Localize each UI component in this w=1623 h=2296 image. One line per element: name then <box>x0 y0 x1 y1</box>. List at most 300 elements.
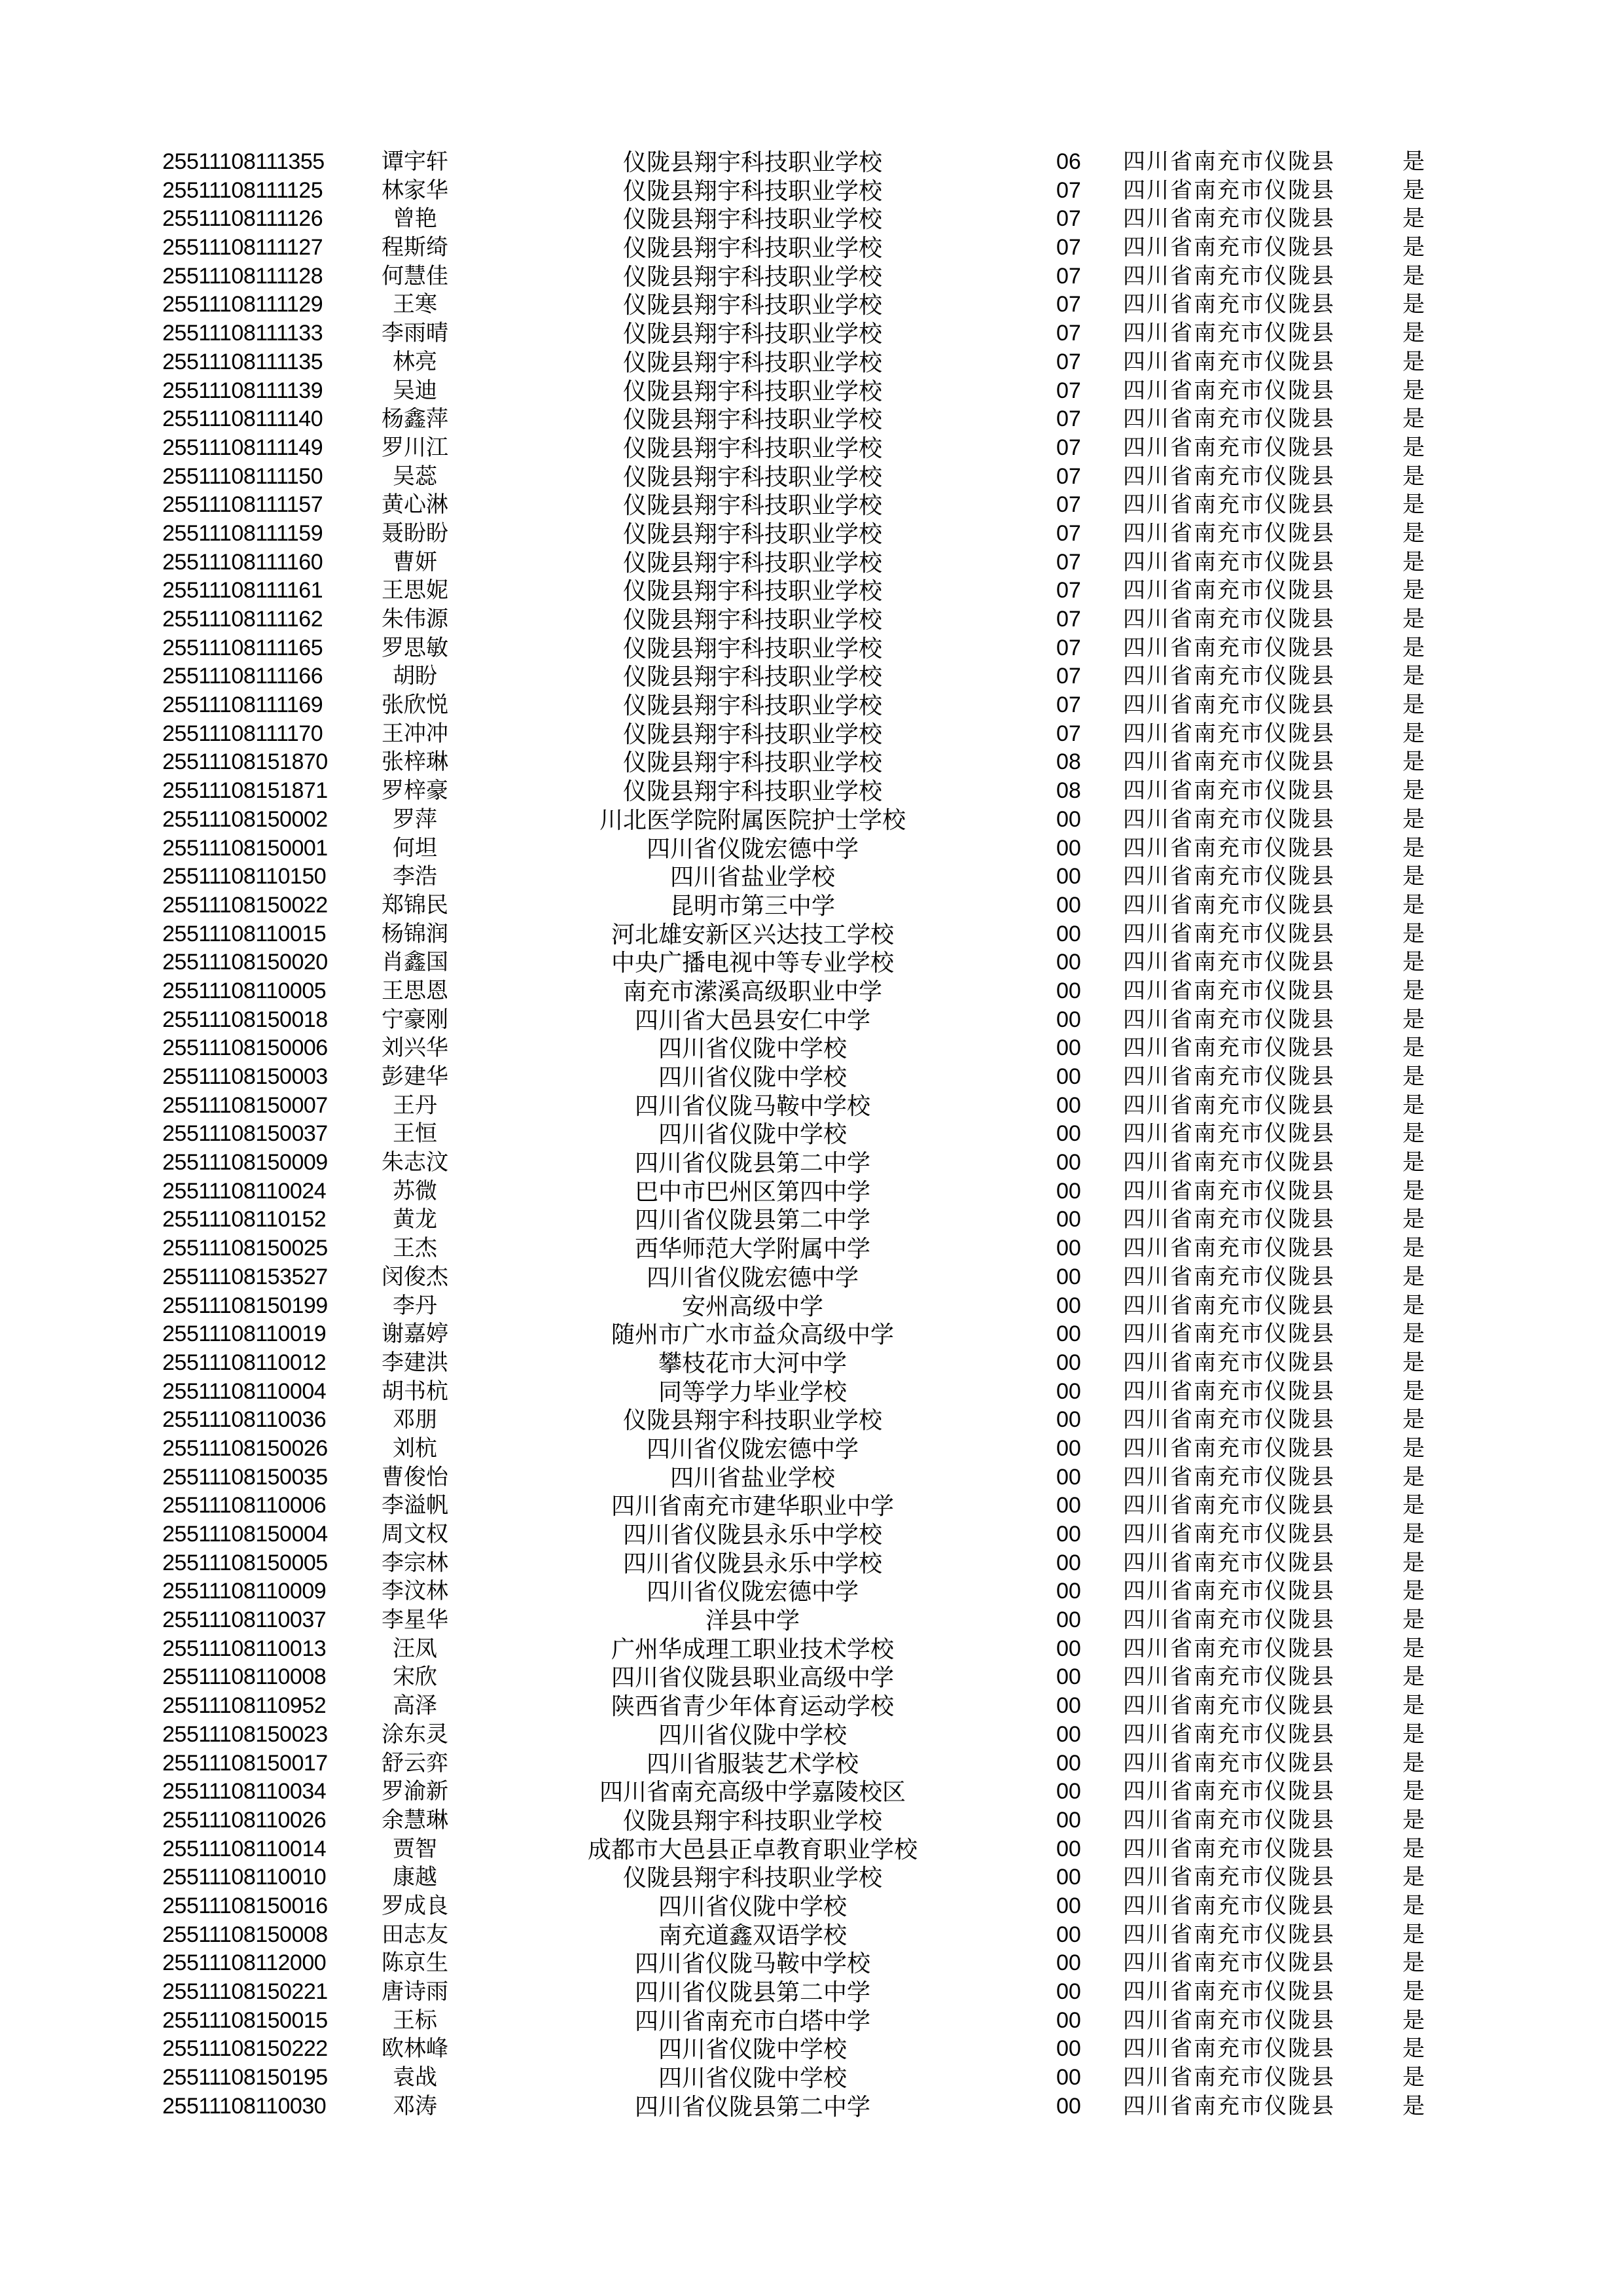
eligibility-flag: 是 <box>1402 2007 1425 2033</box>
class-code: 07 <box>1056 321 1081 346</box>
school-name: 仪陇县翔宇科技职业学校 <box>622 463 882 490</box>
table-row <box>0 777 1623 806</box>
school-name: 四川省大邑县安仁中学 <box>634 1006 870 1033</box>
class-code: 00 <box>1056 1836 1081 1861</box>
region: 四川省南充市仪陇县 <box>1123 2007 1335 2033</box>
school-name: 四川省服装艺术学校 <box>646 1749 859 1777</box>
student-id: 25511108111169 <box>162 692 323 718</box>
region: 四川省南充市仪陇县 <box>1123 177 1335 203</box>
table-row <box>0 1520 1623 1549</box>
student-id: 25511108111149 <box>162 435 323 460</box>
table-row <box>0 1835 1623 1864</box>
eligibility-flag: 是 <box>1402 1378 1425 1404</box>
class-code: 00 <box>1056 1293 1081 1318</box>
region: 四川省南充市仪陇县 <box>1123 1236 1335 1261</box>
eligibility-flag: 是 <box>1402 1321 1425 1347</box>
student-name: 王思妮 <box>382 578 448 603</box>
region: 四川省南充市仪陇县 <box>1123 1750 1335 1776</box>
student-id: 25511108150002 <box>162 806 328 832</box>
school-name: 仪陇县翔宇科技职业学校 <box>622 320 882 348</box>
eligibility-flag: 是 <box>1402 2036 1425 2062</box>
student-id: 25511108110009 <box>162 1579 327 1604</box>
school-name: 四川省仪陇中学校 <box>658 1121 847 1148</box>
student-id: 25511108151871 <box>162 778 328 804</box>
eligibility-flag: 是 <box>1402 721 1425 746</box>
table-row <box>0 806 1623 834</box>
student-id: 25511108110036 <box>162 1407 327 1433</box>
student-name: 汪凤 <box>393 1636 437 1661</box>
class-code: 07 <box>1056 463 1081 489</box>
region: 四川省南充市仪陇县 <box>1123 1893 1335 1918</box>
eligibility-flag: 是 <box>1402 635 1425 660</box>
student-name: 余慧琳 <box>382 1807 448 1833</box>
school-name: 四川省南充市建华职业中学 <box>611 1492 894 1520</box>
eligibility-flag: 是 <box>1402 549 1425 575</box>
eligibility-flag: 是 <box>1402 1664 1425 1690</box>
student-id: 25511108110008 <box>162 1664 327 1690</box>
student-name: 田志友 <box>382 1922 448 1947</box>
class-code: 00 <box>1056 1893 1081 1918</box>
class-code: 00 <box>1056 1550 1081 1575</box>
student-name: 王冲冲 <box>382 721 448 746</box>
class-code: 00 <box>1056 1035 1081 1061</box>
eligibility-flag: 是 <box>1402 1064 1425 1089</box>
eligibility-flag: 是 <box>1402 664 1425 689</box>
student-id: 25511108111129 <box>162 292 323 317</box>
eligibility-flag: 是 <box>1402 1607 1425 1633</box>
student-name: 刘杭 <box>393 1435 437 1461</box>
school-name: 攀枝花市大河中学 <box>658 1349 847 1376</box>
class-code: 07 <box>1056 378 1081 403</box>
region: 四川省南充市仪陇县 <box>1123 1121 1335 1147</box>
table-row <box>0 605 1623 634</box>
table-row <box>0 1978 1623 2007</box>
school-name: 四川省仪陇中学校 <box>658 1892 847 1920</box>
region: 四川省南充市仪陇县 <box>1123 463 1335 489</box>
region: 四川省南充市仪陇县 <box>1123 1007 1335 1032</box>
school-name: 四川省仪陇宏德中学 <box>646 834 859 862</box>
table-row <box>0 1034 1623 1063</box>
eligibility-flag: 是 <box>1402 1750 1425 1776</box>
school-name: 四川省仪陇宏德中学 <box>646 1263 859 1291</box>
eligibility-flag: 是 <box>1402 607 1425 632</box>
student-name: 欧林峰 <box>382 2036 448 2062</box>
class-code: 00 <box>1056 2093 1081 2119</box>
class-code: 00 <box>1056 1407 1081 1433</box>
student-name: 邓涛 <box>393 2093 437 2119</box>
school-name: 中央广播电视中等专业学校 <box>611 949 894 977</box>
class-code: 00 <box>1056 1607 1081 1633</box>
table-row <box>0 1292 1623 1321</box>
region: 四川省南充市仪陇县 <box>1123 635 1335 660</box>
eligibility-flag: 是 <box>1402 2093 1425 2119</box>
student-name: 张欣悦 <box>382 692 448 718</box>
student-id: 25511108110034 <box>162 1779 327 1804</box>
class-code: 00 <box>1056 2007 1081 2033</box>
class-code: 00 <box>1056 1779 1081 1804</box>
eligibility-flag: 是 <box>1402 177 1425 203</box>
eligibility-flag: 是 <box>1402 921 1425 946</box>
student-name: 彭建华 <box>382 1064 448 1089</box>
student-id: 25511108110006 <box>162 1493 327 1518</box>
table-row <box>0 262 1623 291</box>
table-row <box>0 1320 1623 1349</box>
school-name: 仪陇县翔宇科技职业学校 <box>622 1407 882 1434</box>
class-code: 07 <box>1056 349 1081 374</box>
region: 四川省南充市仪陇县 <box>1123 1321 1335 1347</box>
table-row <box>0 1577 1623 1606</box>
table-row <box>0 2064 1623 2092</box>
table-row <box>0 1120 1623 1149</box>
student-id: 25511108150037 <box>162 1121 328 1147</box>
student-name: 胡书杭 <box>382 1378 448 1404</box>
student-name: 曾艳 <box>393 206 437 232</box>
school-name: 仪陇县翔宇科技职业学校 <box>622 548 882 576</box>
class-code: 00 <box>1056 2065 1081 2090</box>
region: 四川省南充市仪陇县 <box>1123 1493 1335 1518</box>
eligibility-flag: 是 <box>1402 206 1425 232</box>
region: 四川省南充市仪陇县 <box>1123 1350 1335 1375</box>
eligibility-flag: 是 <box>1402 492 1425 518</box>
student-name: 王丹 <box>393 1092 437 1118</box>
student-name: 曹俊怡 <box>382 1464 448 1490</box>
student-name: 宁豪刚 <box>382 1007 448 1032</box>
school-name: 仪陇县翔宇科技职业学校 <box>622 663 882 691</box>
eligibility-flag: 是 <box>1402 1893 1425 1918</box>
table-row <box>0 634 1623 663</box>
class-code: 00 <box>1056 835 1081 861</box>
school-name: 仪陇县翔宇科技职业学校 <box>622 577 882 605</box>
class-code: 07 <box>1056 492 1081 518</box>
school-name: 四川省盐业学校 <box>669 1463 835 1491</box>
class-code: 08 <box>1056 749 1081 775</box>
school-name: 仪陇县翔宇科技职业学校 <box>622 377 882 404</box>
student-name: 李宗林 <box>382 1550 448 1575</box>
table-row <box>0 1692 1623 1721</box>
eligibility-flag: 是 <box>1402 292 1425 317</box>
table-row <box>0 1206 1623 1234</box>
student-name: 罗成良 <box>382 1893 448 1918</box>
region: 四川省南充市仪陇县 <box>1123 149 1335 174</box>
class-code: 07 <box>1056 435 1081 460</box>
region: 四川省南充市仪陇县 <box>1123 1836 1335 1861</box>
eligibility-flag: 是 <box>1402 1922 1425 1947</box>
school-name: 四川省仪陇宏德中学 <box>646 1435 859 1462</box>
student-name: 吴蕊 <box>393 463 437 489</box>
student-id: 25511108150015 <box>162 2007 328 2033</box>
eligibility-flag: 是 <box>1402 835 1425 861</box>
class-code: 00 <box>1056 1464 1081 1490</box>
student-id: 25511108150004 <box>162 1522 328 1547</box>
eligibility-flag: 是 <box>1402 1293 1425 1318</box>
table-row <box>0 1663 1623 1692</box>
class-code: 07 <box>1056 607 1081 632</box>
school-name: 仪陇县翔宇科技职业学校 <box>622 634 882 662</box>
class-code: 00 <box>1056 1865 1081 1890</box>
student-id: 25511108110015 <box>162 921 327 946</box>
student-id: 25511108110150 <box>162 864 327 889</box>
school-name: 同等学力毕业学校 <box>658 1378 847 1405</box>
table-row <box>0 377 1623 406</box>
student-id: 25511108151870 <box>162 749 328 775</box>
region: 四川省南充市仪陇县 <box>1123 1950 1335 1976</box>
school-name: 四川省仪陇县永乐中学校 <box>622 1521 882 1548</box>
class-code: 00 <box>1056 1807 1081 1833</box>
student-id: 25511108112000 <box>162 1950 327 1976</box>
class-code: 00 <box>1056 1236 1081 1261</box>
eligibility-flag: 是 <box>1402 749 1425 775</box>
student-id: 25511108111125 <box>162 177 323 203</box>
school-name: 仪陇县翔宇科技职业学校 <box>622 606 882 633</box>
student-name: 刘兴华 <box>382 1035 448 1061</box>
table-row <box>0 1892 1623 1921</box>
table-row <box>0 291 1623 319</box>
eligibility-flag: 是 <box>1402 1207 1425 1232</box>
eligibility-flag: 是 <box>1402 1807 1425 1833</box>
eligibility-flag: 是 <box>1402 149 1425 174</box>
region: 四川省南充市仪陇县 <box>1123 1579 1335 1604</box>
table-row <box>0 205 1623 234</box>
student-id: 25511108111162 <box>162 607 323 632</box>
student-name: 王杰 <box>393 1236 437 1261</box>
student-id: 25511108150006 <box>162 1035 328 1061</box>
table-row <box>0 1234 1623 1263</box>
region: 四川省南充市仪陇县 <box>1123 1807 1335 1833</box>
class-code: 07 <box>1056 664 1081 689</box>
region: 四川省南充市仪陇县 <box>1123 664 1335 689</box>
school-name: 仪陇县翔宇科技职业学校 <box>622 692 882 719</box>
student-id: 25511108110014 <box>162 1836 327 1861</box>
student-id: 25511108153527 <box>162 1264 328 1289</box>
table-row <box>0 319 1623 348</box>
school-name: 四川省仪陇马鞍中学校 <box>634 1950 870 1977</box>
eligibility-flag: 是 <box>1402 435 1425 460</box>
eligibility-flag: 是 <box>1402 578 1425 603</box>
eligibility-flag: 是 <box>1402 1779 1425 1804</box>
table-row <box>0 1349 1623 1378</box>
student-name: 闵俊杰 <box>382 1264 448 1289</box>
table-row <box>0 1406 1623 1435</box>
table-row <box>0 577 1623 605</box>
eligibility-flag: 是 <box>1402 1035 1425 1061</box>
student-name: 朱志汶 <box>382 1150 448 1175</box>
class-code: 07 <box>1056 177 1081 203</box>
eligibility-flag: 是 <box>1402 1121 1425 1147</box>
table-row <box>0 920 1623 949</box>
region: 四川省南充市仪陇县 <box>1123 806 1335 832</box>
class-code: 00 <box>1056 1522 1081 1547</box>
eligibility-flag: 是 <box>1402 1579 1425 1604</box>
student-name: 邓朋 <box>393 1407 437 1433</box>
table-row <box>0 491 1623 520</box>
table-row <box>0 891 1623 920</box>
region: 四川省南充市仪陇县 <box>1123 978 1335 1003</box>
school-name: 仪陇县翔宇科技职业学校 <box>622 291 882 319</box>
eligibility-flag: 是 <box>1402 778 1425 804</box>
student-id: 25511108111355 <box>162 149 325 174</box>
table-row <box>0 148 1623 177</box>
region: 四川省南充市仪陇县 <box>1123 1207 1335 1232</box>
class-code: 00 <box>1056 1150 1081 1175</box>
school-name: 安州高级中学 <box>681 1292 823 1319</box>
student-id: 25511108110019 <box>162 1321 327 1347</box>
school-name: 四川省盐业学校 <box>669 863 835 891</box>
class-code: 00 <box>1056 978 1081 1003</box>
student-name: 周文权 <box>382 1522 448 1547</box>
student-id: 25511108150222 <box>162 2036 328 2062</box>
student-id: 25511108150199 <box>162 1293 328 1318</box>
region: 四川省南充市仪陇县 <box>1123 749 1335 775</box>
region: 四川省南充市仪陇县 <box>1123 2093 1335 2119</box>
class-code: 07 <box>1056 206 1081 232</box>
student-name: 李溢帆 <box>382 1493 448 1518</box>
student-name: 李建洪 <box>382 1350 448 1375</box>
class-code: 00 <box>1056 950 1081 975</box>
eligibility-flag: 是 <box>1402 1264 1425 1289</box>
region: 四川省南充市仪陇县 <box>1123 492 1335 518</box>
class-code: 07 <box>1056 721 1081 746</box>
eligibility-flag: 是 <box>1402 1979 1425 2004</box>
student-id: 25511108150001 <box>162 835 328 861</box>
student-name: 黄龙 <box>393 1207 437 1232</box>
student-id: 25511108110013 <box>162 1636 327 1661</box>
table-row <box>0 1749 1623 1778</box>
class-code: 07 <box>1056 549 1081 575</box>
region: 四川省南充市仪陇县 <box>1123 892 1335 918</box>
eligibility-flag: 是 <box>1402 1407 1425 1433</box>
student-name: 王寒 <box>393 292 437 317</box>
school-name: 四川省仪陇马鞍中学校 <box>634 1092 870 1119</box>
eligibility-flag: 是 <box>1402 1721 1425 1747</box>
region: 四川省南充市仪陇县 <box>1123 349 1335 374</box>
region: 四川省南充市仪陇县 <box>1123 1550 1335 1575</box>
region: 四川省南充市仪陇县 <box>1123 1865 1335 1890</box>
student-name: 贾智 <box>393 1836 437 1861</box>
class-code: 00 <box>1056 1721 1081 1747</box>
student-name: 苏微 <box>393 1178 437 1204</box>
student-name: 李汶林 <box>382 1579 448 1604</box>
student-id: 25511108150008 <box>162 1922 328 1947</box>
school-name: 四川省南充市白塔中学 <box>634 2007 870 2034</box>
student-id: 25511108150022 <box>162 892 328 918</box>
school-name: 四川省仪陇县职业高级中学 <box>611 1664 894 1691</box>
region: 四川省南充市仪陇县 <box>1123 1293 1335 1318</box>
class-code: 00 <box>1056 1321 1081 1347</box>
student-name: 黄心淋 <box>382 492 448 518</box>
region: 四川省南充市仪陇县 <box>1123 1064 1335 1089</box>
table-row <box>0 720 1623 749</box>
table-row <box>0 2092 1623 2121</box>
region: 四川省南充市仪陇县 <box>1123 549 1335 575</box>
class-code: 07 <box>1056 692 1081 718</box>
table-row <box>0 748 1623 777</box>
student-id: 25511108150003 <box>162 1064 328 1089</box>
class-code: 00 <box>1056 892 1081 918</box>
region: 四川省南充市仪陇县 <box>1123 1150 1335 1175</box>
class-code: 00 <box>1056 921 1081 946</box>
student-name: 郑锦民 <box>382 892 448 918</box>
table-row <box>0 1177 1623 1206</box>
school-name: 仪陇县翔宇科技职业学校 <box>622 1806 882 1834</box>
class-code: 00 <box>1056 1579 1081 1604</box>
region: 四川省南充市仪陇县 <box>1123 1607 1335 1633</box>
student-id: 25511108111139 <box>162 378 323 403</box>
region: 四川省南充市仪陇县 <box>1123 835 1335 861</box>
student-name: 罗梓豪 <box>382 778 448 804</box>
region: 四川省南充市仪陇县 <box>1123 2036 1335 2062</box>
table-row <box>0 2035 1623 2064</box>
school-name: 四川省仪陇中学校 <box>658 1064 847 1090</box>
school-name: 仪陇县翔宇科技职业学校 <box>622 434 882 461</box>
eligibility-flag: 是 <box>1402 378 1425 403</box>
school-name: 仪陇县翔宇科技职业学校 <box>622 149 882 175</box>
region: 四川省南充市仪陇县 <box>1123 1407 1335 1433</box>
student-id: 25511108110010 <box>162 1865 327 1890</box>
region: 四川省南充市仪陇县 <box>1123 1435 1335 1461</box>
student-id: 25511108150009 <box>162 1150 328 1175</box>
school-name: 四川省仪陇中学校 <box>658 2064 847 2092</box>
student-name: 罗渝新 <box>382 1779 448 1804</box>
region: 四川省南充市仪陇县 <box>1123 578 1335 603</box>
school-name: 四川省仪陇县永乐中学校 <box>622 1549 882 1577</box>
class-code: 07 <box>1056 520 1081 546</box>
student-id: 25511108111150 <box>162 463 323 489</box>
school-name: 仪陇县翔宇科技职业学校 <box>622 520 882 547</box>
school-name: 四川省仪陇县第二中学 <box>634 1979 870 2005</box>
school-name: 昆明市第三中学 <box>669 891 835 919</box>
student-name: 罗萍 <box>393 806 437 832</box>
table-row <box>0 1435 1623 1463</box>
student-name: 宋欣 <box>393 1664 437 1690</box>
region: 四川省南充市仪陇县 <box>1123 292 1335 317</box>
class-code: 00 <box>1056 864 1081 889</box>
school-name: 南充市潆溪高级职业中学 <box>622 977 882 1005</box>
school-name: 西华师范大学附属中学 <box>634 1235 870 1263</box>
eligibility-flag: 是 <box>1402 1178 1425 1204</box>
eligibility-flag: 是 <box>1402 1950 1425 1976</box>
class-code: 00 <box>1056 1264 1081 1289</box>
region: 四川省南充市仪陇县 <box>1123 2065 1335 2090</box>
eligibility-flag: 是 <box>1402 349 1425 374</box>
class-code: 00 <box>1056 1350 1081 1375</box>
region: 四川省南充市仪陇县 <box>1123 1636 1335 1661</box>
table-row <box>0 1921 1623 1950</box>
table-row <box>0 434 1623 463</box>
table-row <box>0 463 1623 492</box>
student-id: 25511108111159 <box>162 520 323 546</box>
school-name: 四川省仪陇中学校 <box>658 1035 847 1062</box>
student-name: 袁战 <box>393 2065 437 2090</box>
student-id: 25511108150005 <box>162 1550 328 1575</box>
school-name: 仪陇县翔宇科技职业学校 <box>622 262 882 290</box>
student-name: 罗川江 <box>382 435 448 460</box>
school-name: 巴中市巴州区第四中学 <box>634 1177 870 1205</box>
student-name: 朱伟源 <box>382 607 448 632</box>
table-row <box>0 948 1623 977</box>
school-name: 四川省仪陇宏德中学 <box>646 1578 859 1605</box>
school-name: 仪陇县翔宇科技职业学校 <box>622 720 882 747</box>
class-code: 00 <box>1056 1378 1081 1404</box>
table-row <box>0 1606 1623 1635</box>
region: 四川省南充市仪陇县 <box>1123 1464 1335 1490</box>
student-id: 25511108110004 <box>162 1378 327 1404</box>
region: 四川省南充市仪陇县 <box>1123 1264 1335 1289</box>
eligibility-flag: 是 <box>1402 1435 1425 1461</box>
school-name: 仪陇县翔宇科技职业学校 <box>622 177 882 204</box>
student-name: 杨鑫萍 <box>382 406 448 432</box>
table-row <box>0 1635 1623 1664</box>
eligibility-flag: 是 <box>1402 520 1425 546</box>
